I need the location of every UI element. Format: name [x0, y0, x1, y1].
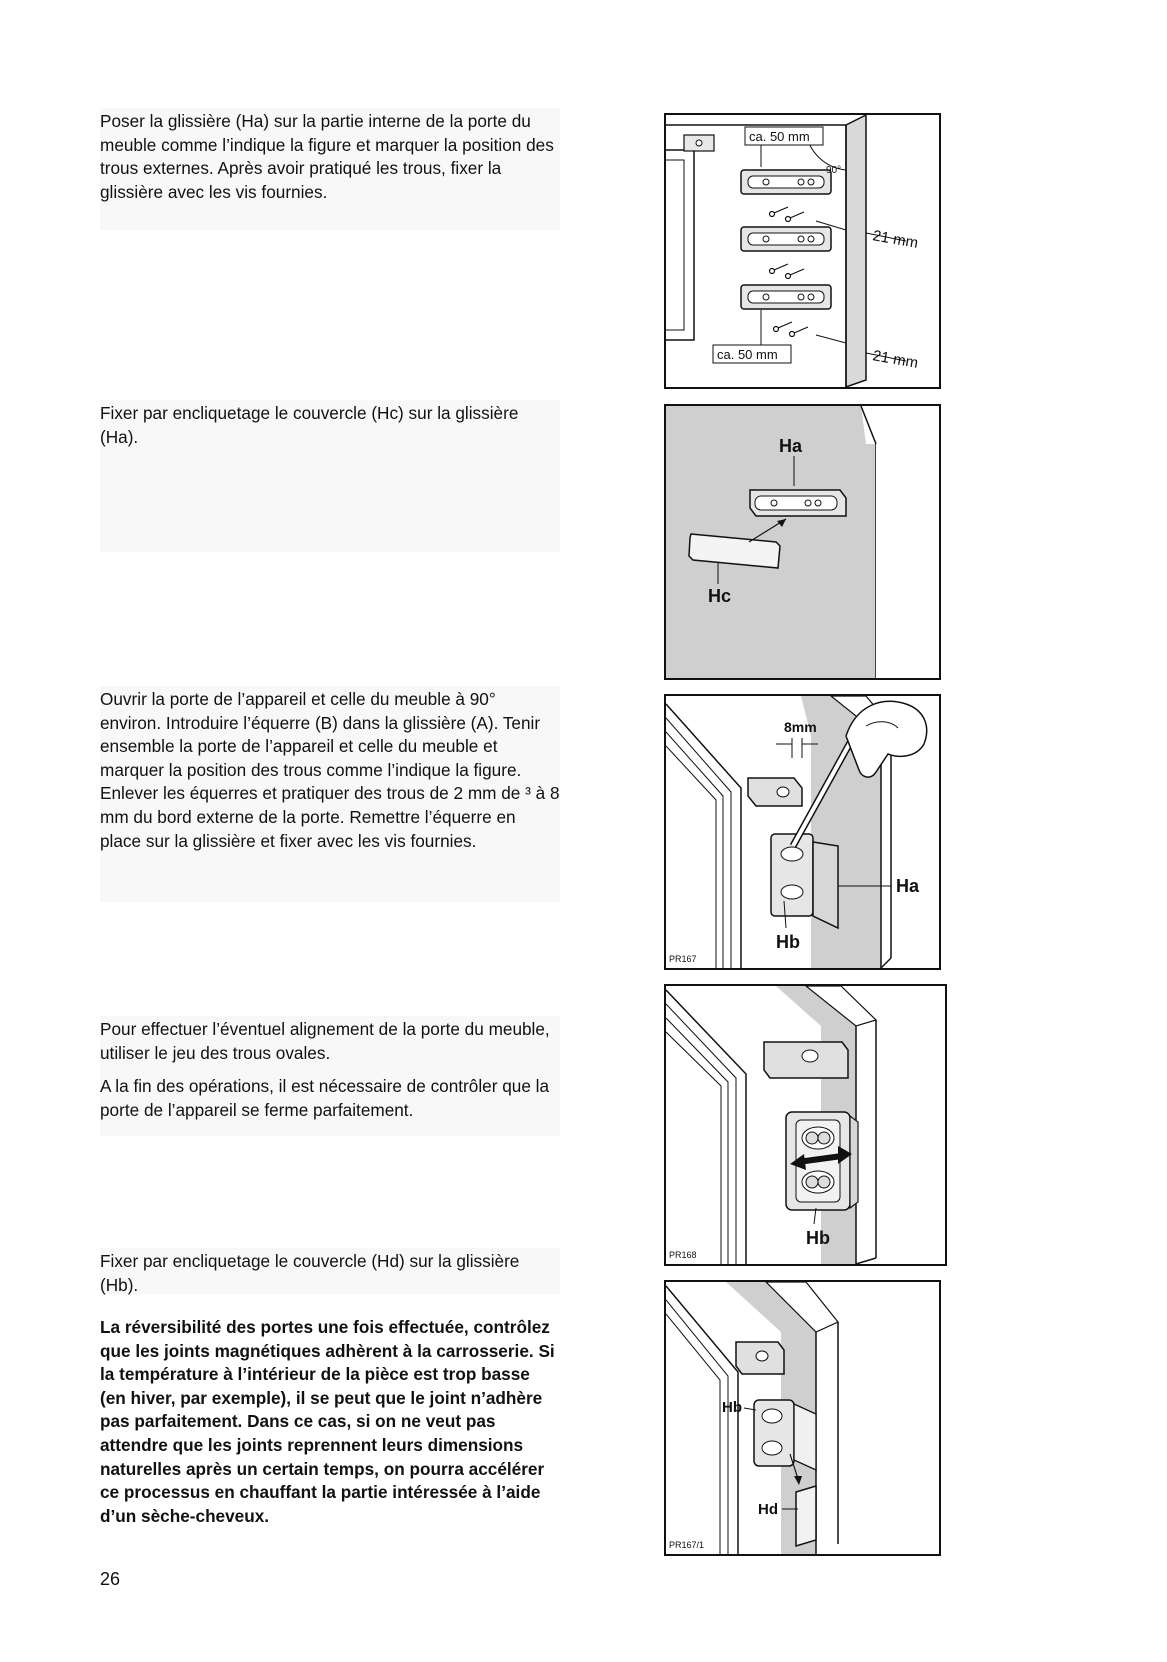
rail-ha	[813, 842, 838, 928]
figure-rail-mounting-drawing	[666, 115, 939, 387]
rail-label: Ha	[896, 876, 920, 896]
appliance-door-frame	[666, 704, 741, 968]
hinge-label: Hb	[722, 1399, 742, 1416]
instruction-text: Ouvrir la porte de l’appareil et celle du meuble à 90° environ. Introduire l’équerre (B) dans la glissière (A). Tenir ensemble la porte de l’appareil et celle du meuble et marquer la position des trous comme l’indique la figure. Enlever les équerres et pratiquer des trous de 2 mm de ³ à 8 mm du bord externe de la porte. Remettre l’équerre en place sur la glissière et fixer avec les vis fournies.	[100, 689, 560, 851]
gap-dimension-label: 8mm	[784, 719, 817, 735]
rail-middle	[741, 227, 831, 251]
figure-hinge-alignment	[664, 984, 947, 1266]
bracket-b	[748, 778, 802, 806]
figure-rail-cover	[664, 404, 941, 680]
figure-code: PR168	[669, 1250, 697, 1260]
rail-top	[741, 170, 831, 194]
figure-hinge-marking-drawing	[666, 696, 939, 968]
instruction-block-2	[100, 400, 560, 552]
dimension-bottom-label: ca. 50 mm	[717, 347, 778, 362]
cover-hd	[796, 1486, 816, 1546]
instruction-block-4	[100, 1016, 560, 1136]
hinge-label: Hb	[806, 1228, 830, 1248]
hinge-label: Hb	[776, 932, 800, 952]
instruction-text: A la fin des opérations, il est nécessaire de contrôler que la porte de l’appareil se ferme parfaitement.	[100, 1076, 550, 1120]
cover-label: Hd	[758, 1501, 778, 1518]
figure-rail-cover-drawing	[666, 406, 939, 678]
instruction-block-1	[100, 108, 560, 230]
dimension-top-label: ca. 50 mm	[749, 129, 810, 144]
page-number: 26	[100, 1569, 121, 1589]
warning-text: La réversibilité des portes une fois effectuée, contrôlez que les joints magnétiques adhèrent à la carrosserie. Si la température à l’intérieur de la pièce est trop basse (en hiver, par exemple), il se peut que le joint n’adhère pas parfaitement. Dans ce cas, si on ne veut pas attendre que les joints reprennent leurs dimensions naturelles après un certain temps, on pourra accélérer ce processus en chauffant la partie intéressée à l’aide d’un sèche-cheveux.	[100, 1317, 555, 1526]
edge-dimension-label-1: 21 mm	[871, 227, 920, 252]
instruction-block-3	[100, 686, 560, 902]
figure-rail-mounting	[664, 113, 941, 389]
instruction-text: Poser la glissière (Ha) sur la partie interne de la porte du meuble comme l’indique la figure et marquer la position des trous externes. Après avoir pratiqué les trous, fixer la glissière avec les vis fournies.	[100, 111, 554, 202]
figure-hinge-marking	[664, 694, 941, 970]
appliance-door-frame	[666, 1286, 738, 1554]
figure-hinge-alignment-drawing	[666, 986, 945, 1264]
hinge-hb	[771, 834, 813, 916]
angle-label: 90°	[826, 165, 842, 176]
instruction-text: Pour effectuer l’éventuel alignement de la porte du meuble, utiliser le jeu des trous ovales.	[100, 1019, 550, 1063]
figure-hinge-cover-drawing	[666, 1282, 939, 1554]
figure-hinge-cover	[664, 1280, 941, 1556]
rail-bottom	[741, 285, 831, 309]
rail-label: Ha	[779, 436, 803, 456]
figure-code: PR167	[669, 954, 697, 964]
figure-code: PR167/1	[669, 1540, 705, 1550]
instruction-text: Fixer par encliquetage le couvercle (Hd) sur la glissière (Hb).	[100, 1251, 520, 1295]
cover-label: Hc	[708, 586, 732, 606]
edge-dimension-label-2: 21 mm	[871, 347, 920, 372]
rail-ha	[750, 490, 846, 516]
instruction-text: Fixer par encliquetage le couvercle (Hc) sur la glissière (Ha).	[100, 403, 519, 447]
door-edge	[846, 115, 866, 387]
warning-block	[100, 1316, 560, 1552]
instruction-block-5	[100, 1248, 560, 1294]
